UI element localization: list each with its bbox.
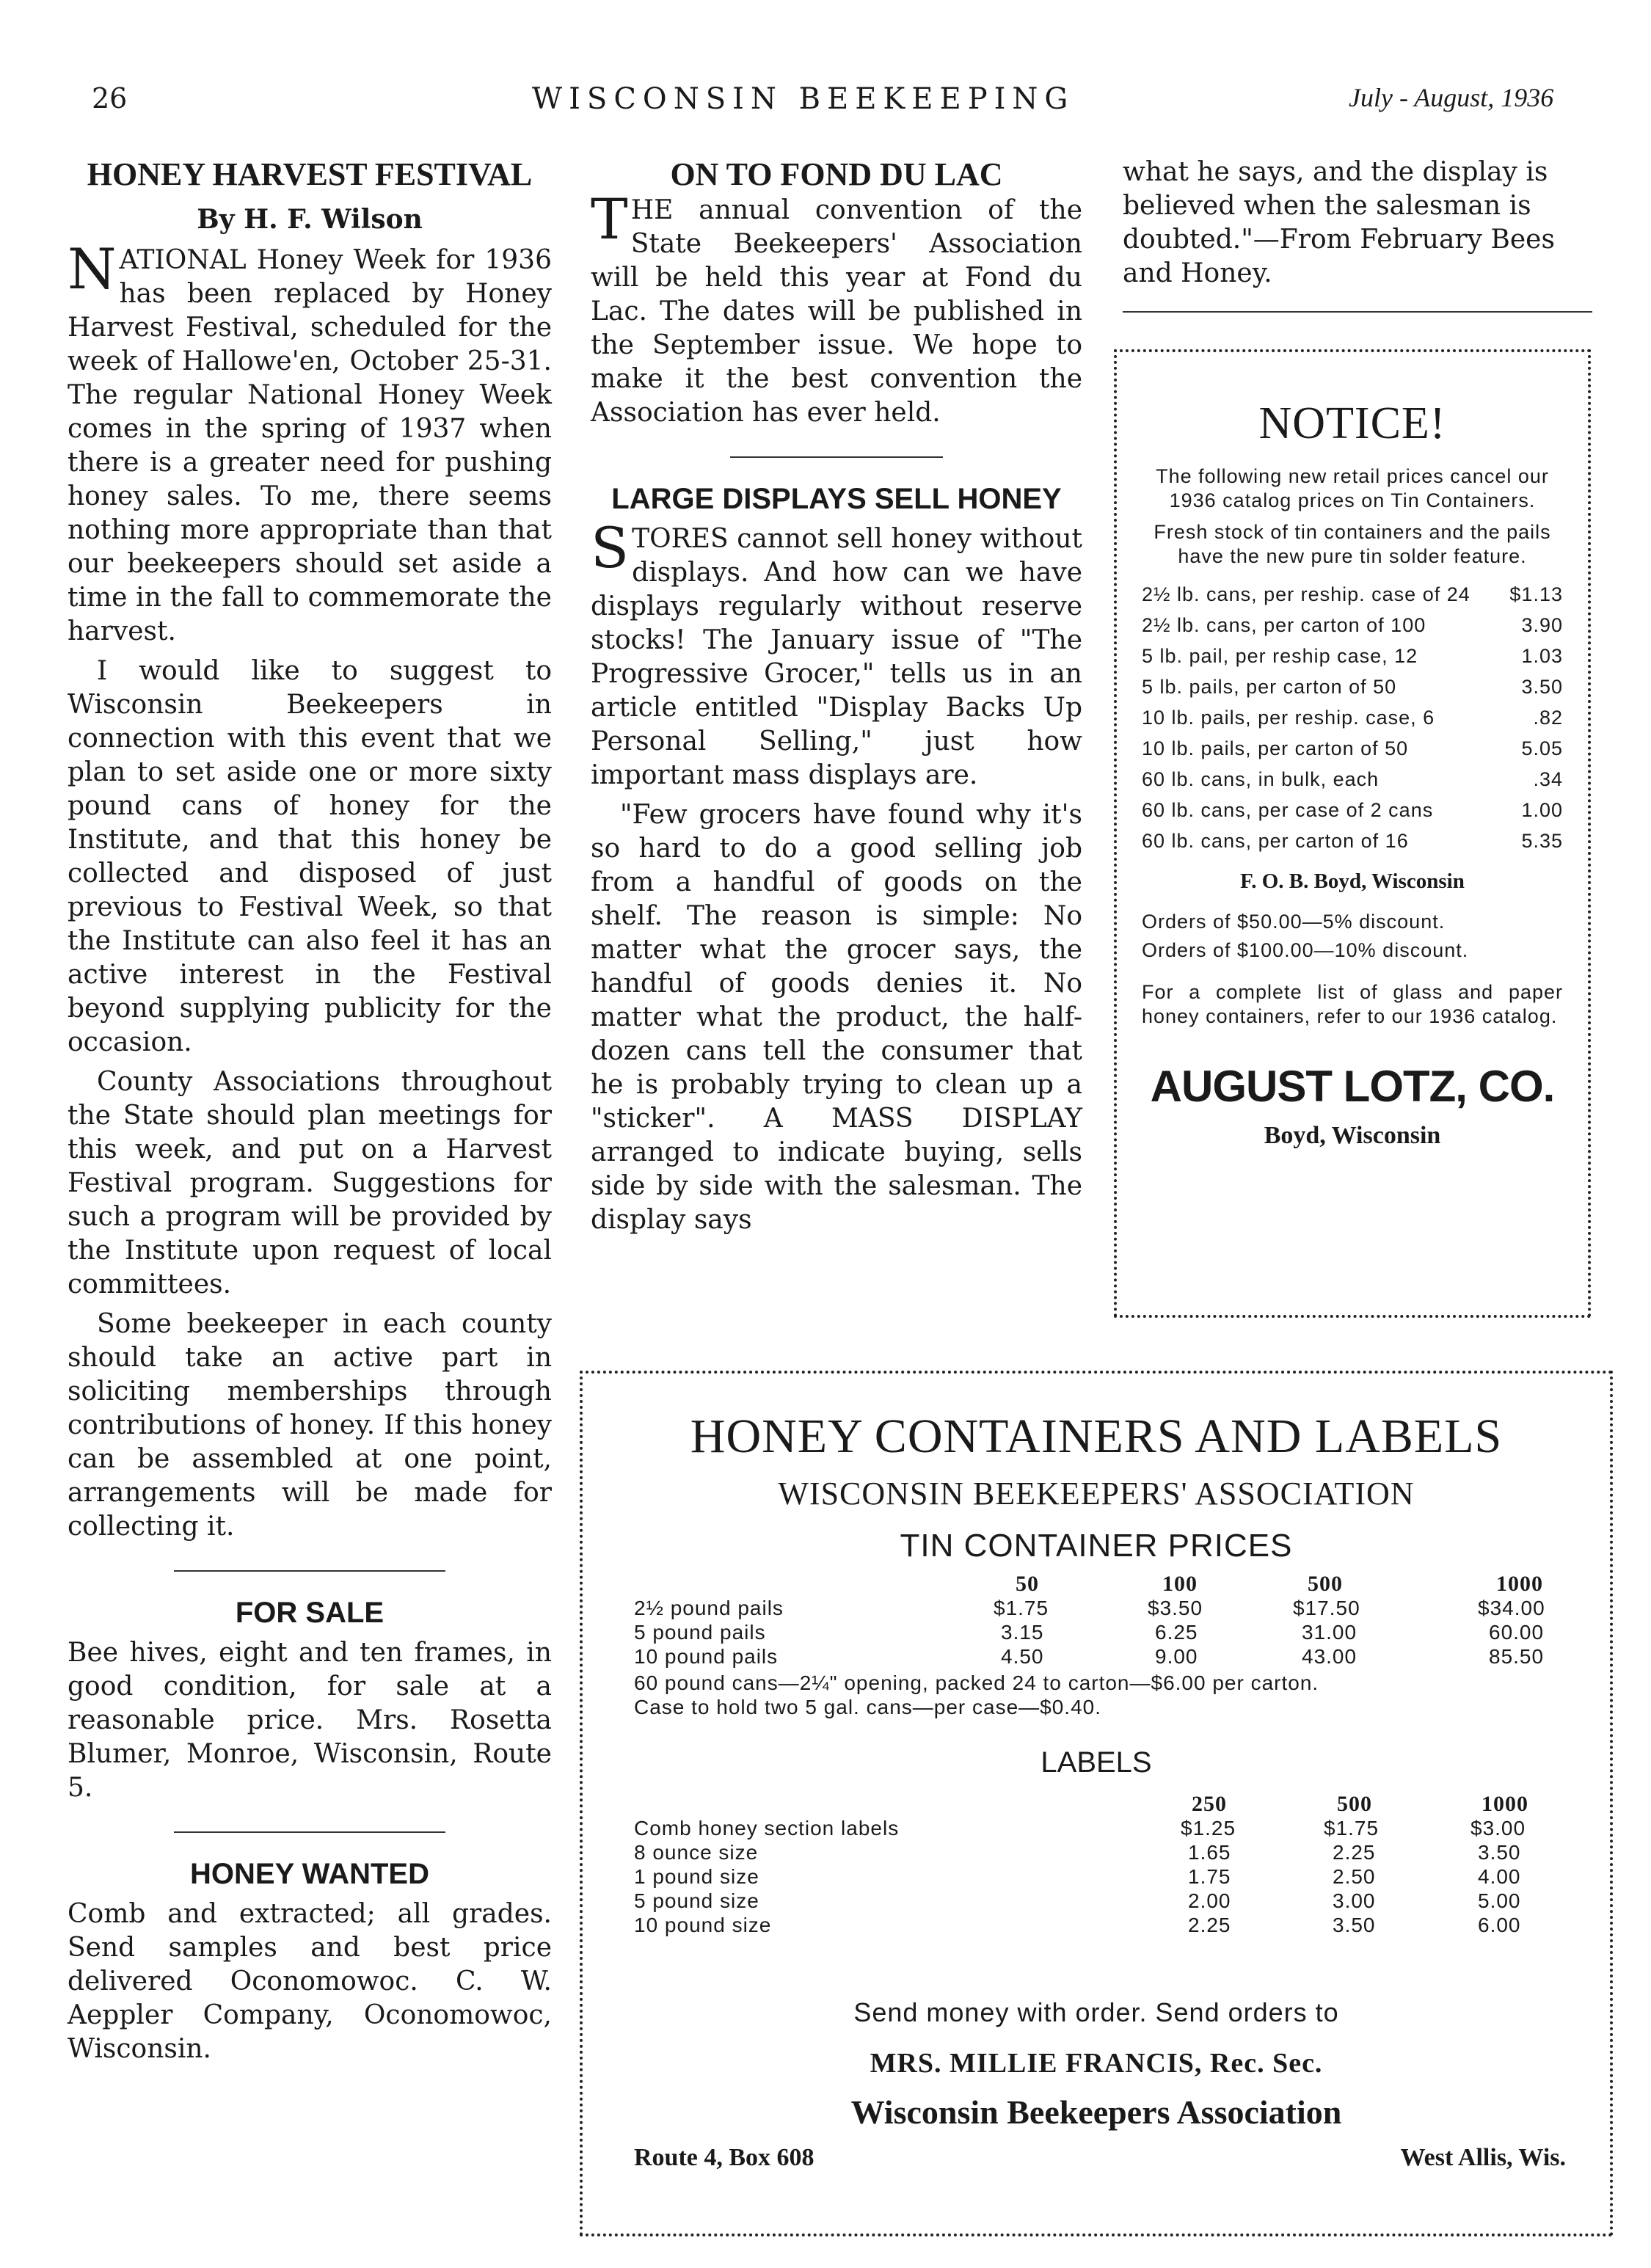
labels-table	[634, 1792, 1559, 1937]
ad-title: HONEY CONTAINERS AND LABELS	[690, 1410, 1503, 1463]
table-header: 50 100 500 1000	[1016, 1572, 1543, 1596]
price-list	[1142, 579, 1563, 856]
containers-advertisement	[580, 1371, 1613, 2236]
order-instructions: Send money with order. Send orders to	[853, 1997, 1339, 2027]
notice-intro: The following new retail prices cancel our 1936 catalog prices on Tin Containers.	[1156, 465, 1549, 511]
harvest-paragraph-2: I would like to suggest to Wisconsin Beekeepers in connection with this event that we plan to set aside one or more sixty pound cans of honey for the Institute, and that this honey be collected and disposed of just previous to Festival Week, so that the Institute can also feel it has an active interest in the Festival beyond supplying publicity for the occasion.	[68, 656, 552, 1057]
column-right	[1123, 156, 1607, 313]
ad-organization: WISCONSIN BEEKEEPERS' ASSOCIATION	[778, 1476, 1415, 1512]
labels-title: LABELS	[1040, 1746, 1152, 1779]
divider	[1123, 311, 1592, 313]
byline: By H. F. Wilson	[197, 204, 423, 235]
price-row: 2½ lb. cans, per reship. case of 24 $1.13	[1142, 583, 1563, 605]
honey-harvest-title: HONEY HARVEST FESTIVAL	[87, 156, 533, 192]
table-row: 5 pound size 2.00 3.00 5.00	[634, 1889, 1521, 1912]
displays-paragraph-3: what he says, and the display is believed when the salesman is doubted."—From February Bees and Honey.	[1123, 157, 1555, 288]
price-row: 5 lb. pails, per carton of 50 3.50	[1142, 676, 1563, 698]
cans-note: 60 pound cans—2¼" opening, packed 24 to carton—$6.00 per carton.	[634, 1671, 1319, 1694]
notice-fresh-stock: Fresh stock of tin containers and the pails have the new pure tin solder feature.	[1153, 521, 1551, 567]
harvest-paragraph-1: NATIONAL Honey Week for 1936 has been replaced by Honey Harvest Festival, scheduled for the week of Hallowe'en, October 25-31. The regular National Honey Week comes in the spring of 1937 when there is a greater need for pushing honey sales. To me, there seems nothing more appropriate than that our beekeepers should set aside a time in the fall to commemorate the harvest.	[68, 236, 552, 646]
harvest-paragraph-4: Some beekeeper in each county should take an active part in soliciting memberships through contributions of honey. If this honey can be assembled at one point, arrangements will be made for collecting it.	[68, 1309, 552, 1542]
drop-cap: T	[591, 186, 628, 252]
case-note: Case to hold two 5 gal. cans—per case—$0.40.	[634, 1696, 1102, 1718]
price-row: 60 lb. cans, per case of 2 cans 1.00	[1142, 799, 1563, 821]
company-location: Boyd, Wisconsin	[1264, 1122, 1441, 1149]
discount-2: Orders of $100.00—10% discount.	[1142, 939, 1469, 961]
table-row: 1 pound size 1.75 2.50 4.00	[634, 1865, 1521, 1888]
table-row: 5 pound pails 3.15 6.25 31.00 60.00	[634, 1621, 1545, 1644]
table-row: 10 pound size 2.25 3.50 6.00	[634, 1914, 1521, 1936]
honey-wanted-title: HONEY WANTED	[190, 1858, 429, 1890]
company-name: AUGUST LOTZ, CO.	[1150, 1062, 1555, 1111]
for-sale-text: Bee hives, eight and ten frames, in good condition, for sale at a reasonable price. Mrs. Rosetta Blumer, Monroe, Wisconsin, Route 5.	[68, 1638, 552, 1803]
price-row: 5 lb. pail, per reship case, 12 1.03	[1142, 645, 1563, 667]
divider	[174, 1570, 445, 1572]
table-row: Comb honey section labels $1.25 $1.75 $3.00	[634, 1817, 1526, 1839]
displays-paragraph-1: STORES cannot sell honey without displays. And how can we have displays regularly without reserve stocks! The January issue of "The Progressive Grocer," tells us in an article entitled "Display Backs Up Personal Selling," just how important mass displays are.	[591, 515, 1082, 790]
issue-date: July - August, 1936	[1349, 83, 1554, 112]
table-row: 2½ pound pails $1.75 $3.50 $17.50 $34.00	[634, 1597, 1545, 1619]
table-header: 250 500 1000	[1192, 1792, 1528, 1816]
drop-cap: N	[68, 236, 117, 302]
price-row: 2½ lb. cans, per carton of 100 3.90	[1142, 614, 1563, 636]
catalog-note: For a complete list of glass and paper honey containers, refer to our 1936 catalog.	[1142, 981, 1563, 1027]
drop-cap: S	[591, 515, 630, 580]
for-sale-title: FOR SALE	[235, 1597, 384, 1629]
displays-title: LARGE DISPLAYS SELL HONEY	[611, 483, 1062, 515]
notice-advertisement	[1114, 349, 1591, 1318]
column-left	[68, 156, 552, 2072]
tin-price-table	[634, 1572, 1559, 1669]
price-row: 10 lb. pails, per carton of 50 5.05	[1142, 737, 1563, 759]
table-row: 8 ounce size 1.65 2.25 3.50	[634, 1841, 1521, 1864]
address: Route 4, Box 608	[634, 2144, 814, 2171]
tin-prices-title: TIN CONTAINER PRICES	[900, 1528, 1293, 1564]
page-number: 26	[92, 82, 128, 114]
price-row: 60 lb. cans, per carton of 16 5.35	[1142, 830, 1563, 852]
column-middle	[591, 156, 1082, 1243]
price-row: 10 lb. pails, per reship. case, 6 .82	[1142, 707, 1563, 729]
discount-1: Orders of $50.00—5% discount.	[1142, 911, 1446, 933]
notice-title: NOTICE!	[1258, 398, 1446, 448]
price-row: 60 lb. cans, in bulk, each .34	[1142, 768, 1563, 790]
harvest-paragraph-3: County Associations throughout the State should plan meetings for this week, and put on a Harvest Festival program. Suggestions for such a program will be provided by the Institute upon request of local committees.	[68, 1067, 552, 1299]
displays-paragraph-2: "Few grocers have found why it's so hard to do a good selling job from a handful of goods on the shelf. The reason is simple: No matter what the grocer says, the handful of goods denies it. No matter what the product, the half-dozen cans tell the consumer that he is probably trying to clean up a "sticker". A MASS DISPLAY arranged to indicate buying, sells side by side with the salesman. The display says	[591, 800, 1082, 1235]
fond-du-lac-text: THE annual convention of the State Beekeepers' Association will be held this year at Fond du Lac. The dates will be published in the September issue. We hope to make it the best convention the Association has ever held.	[591, 186, 1082, 428]
table-row: 10 pound pails 4.50 9.00 43.00 85.50	[634, 1645, 1545, 1668]
association-name: Wisconsin Beekeepers Association	[850, 2093, 1342, 2131]
fond-du-lac-title: ON TO FOND DU LAC	[670, 156, 1003, 192]
city: West Allis, Wis.	[1400, 2144, 1566, 2171]
divider	[174, 1831, 445, 1833]
masthead: WISCONSIN BEEKEEPING	[532, 82, 1075, 116]
fob-note: F. O. B. Boyd, Wisconsin	[1240, 869, 1465, 893]
divider	[730, 456, 943, 458]
contact-name: MRS. MILLIE FRANCIS, Rec. Sec.	[870, 2048, 1323, 2079]
honey-wanted-text: Comb and extracted; all grades. Send samples and best price delivered Oconomowoc. C. W. Aeppler Company, Oconomowoc, Wisconsin.	[68, 1899, 552, 2064]
